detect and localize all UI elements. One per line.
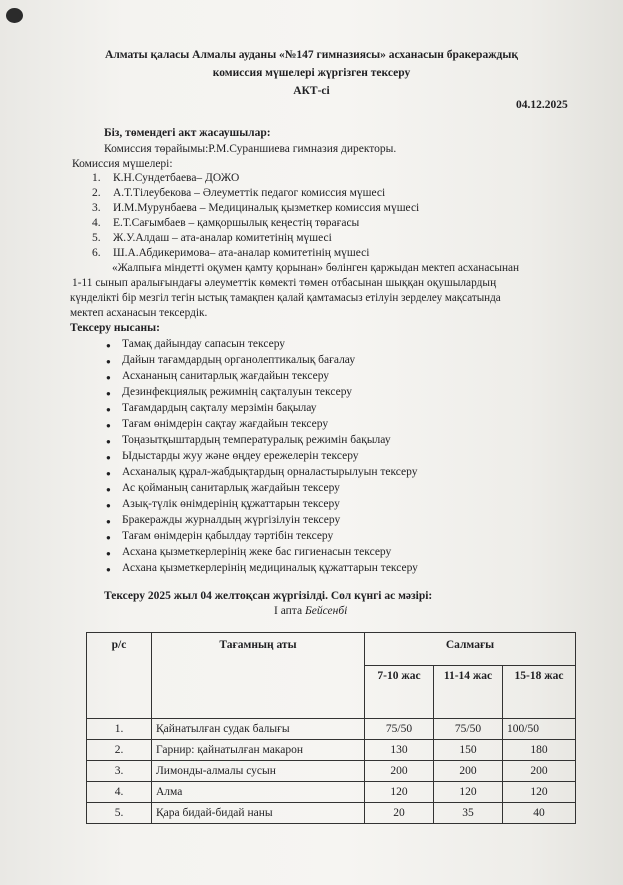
row-num: 2. (87, 740, 152, 761)
row-weight: 40 (503, 803, 576, 824)
row-dish: Лимонды-алмалы сусын (152, 761, 365, 782)
title-act: АКТ-сі (293, 85, 330, 97)
member-num: 2. (92, 187, 101, 199)
row-weight: 200 (434, 761, 503, 782)
check-item: ● Асханалық құрал-жабдықтардың орналастырылуын тексеру (122, 466, 418, 478)
check-item: ● Ыдыстарды жуу және өңдеу ережелерін тексеру (122, 450, 359, 462)
check-item: ● Ас қойманың санитарлық жағдайын тексеру (122, 482, 340, 494)
check-item: ● Дезинфекциялық режимнің сақталуын тексеру (122, 386, 352, 398)
row-dish: Қайнатылған судак балығы (152, 719, 365, 740)
check-item: ● Тағам өнімдерін қабылдау тәртібін тексеру (122, 530, 333, 542)
members-label: Комиссия мүшелері: (72, 158, 173, 170)
table-row (87, 740, 576, 761)
check-item: ● Асхана қызметкерлерінің медициналық құжаттарын тексеру (122, 562, 418, 574)
row-dish: Гарнир: қайнатылған макарон (152, 740, 365, 761)
menu-heading: Тексеру 2025 жыл 04 желтоқсан жүргізілді. Сол күнгі ас мәзірі: (104, 590, 433, 602)
check-item: ● Тоңазытқыштардың температуралық режимін бақылау (122, 434, 391, 446)
check-item: ● Тағам өнімдерін сақтау жағдайын тексеру (122, 418, 328, 430)
check-item: ● Дайын тағамдардың органолептикалық бағалау (122, 354, 355, 366)
check-item: ● Асхана қызметкерлерінің жеке бас гигиенасын тексеру (122, 546, 391, 558)
member-text: И.М.Мурунбаева – Медициналық қызметкер комиссия мүшесі (113, 202, 420, 214)
row-weight: 100/50 (503, 719, 576, 740)
member-text: А.Т.Тілеубекова – Әлеуметтік педагог комиссия мүшесі (113, 187, 386, 199)
member-num: 1. (92, 172, 101, 184)
row-weight: 200 (365, 761, 434, 782)
member-num: 4. (92, 217, 101, 229)
row-num: 1. (87, 719, 152, 740)
member-text: Ш.А.Абдикеримова– ата-аналар комитетінің мүшесі (113, 247, 370, 259)
week-label: I апта (274, 605, 303, 617)
row-num: 5. (87, 803, 152, 824)
row-weight: 120 (365, 782, 434, 803)
row-weight: 35 (434, 803, 503, 824)
commission-chair: Комиссия төрайымы:Р.М.Сураншиева гимназия директоры. (104, 143, 397, 155)
member-text: Е.Т.Сағымбаев – қамқоршылық кеңестің төрағасы (113, 217, 360, 229)
row-weight: 20 (365, 803, 434, 824)
member-text: К.Н.Сундетбаева– ДОЖО (113, 172, 240, 184)
row-dish: Алма (152, 782, 365, 803)
row-weight: 180 (503, 740, 576, 761)
col-header-age: 15-18 жас (503, 666, 576, 719)
row-dish: Қара бидай-бидай наны (152, 803, 365, 824)
table-row (87, 761, 576, 782)
act-date: 04.12.2025 (516, 99, 568, 111)
paragraph-line: күнделікті бір мезгіл тегін ыстық тамақпен қалай қамтамасыз етілуін зерделеу мақсатында (70, 292, 501, 304)
title-line-2: комиссия мүшелері жүргізген тексеру (212, 67, 411, 79)
member-num: 6. (92, 247, 101, 259)
check-heading: Тексеру нысаны: (70, 322, 160, 334)
check-item: ● Бракеражды журналдың жүргізілуін тексеру (122, 514, 340, 526)
row-weight: 75/50 (365, 719, 434, 740)
table-row (87, 782, 576, 803)
row-weight: 150 (434, 740, 503, 761)
row-weight: 120 (503, 782, 576, 803)
check-item: ● Азық-түлік өнімдерінің құжаттарын тексеру (122, 498, 340, 510)
check-item: ● Тағамдардың сақталу мерзімін бақылау (122, 402, 317, 414)
paragraph-line: 1-11 сынып аралығындағы әлеуметтік көмекті төмен отбасынан шыққан оқушылардың (72, 277, 497, 289)
col-header-age: 11-14 жас (434, 666, 503, 719)
title-line-1: Алматы қаласы Алмалы ауданы «№147 гимназиясы» асханасын бракераждық (105, 49, 518, 61)
intro-heading: Біз, төмендегі акт жасаушылар: (104, 127, 271, 139)
col-header-name: Тағамның аты (152, 633, 365, 719)
table-header-row (87, 633, 576, 666)
row-num: 4. (87, 782, 152, 803)
col-header-age: 7-10 жас (365, 666, 434, 719)
week-day-label (274, 605, 347, 617)
member-num: 5. (92, 232, 101, 244)
col-header-num: р/с (87, 633, 152, 719)
punch-hole (6, 8, 23, 23)
menu-table (86, 632, 576, 824)
row-weight: 200 (503, 761, 576, 782)
row-num: 3. (87, 761, 152, 782)
paragraph-line: «Жалпыға міндетті оқумен қамту қорынан» бөлінген қаржыдан мектеп асханасынан (112, 262, 520, 274)
row-weight: 120 (434, 782, 503, 803)
table-row (87, 803, 576, 824)
check-item: ● Асхананың санитарлық жағдайын тексеру (122, 370, 329, 382)
col-header-weight: Салмағы (365, 633, 576, 666)
member-num: 3. (92, 202, 101, 214)
check-item: ● Тамақ дайындау сапасын тексеру (122, 338, 285, 350)
paragraph-line: мектеп асханасын тексердік. (70, 307, 208, 319)
row-weight: 130 (365, 740, 434, 761)
table-row (87, 719, 576, 740)
row-weight: 75/50 (434, 719, 503, 740)
day-label: Бейсенбі (304, 605, 348, 617)
member-text: Ж.У.Алдаш – ата-аналар комитетінің мүшесі (113, 232, 332, 244)
